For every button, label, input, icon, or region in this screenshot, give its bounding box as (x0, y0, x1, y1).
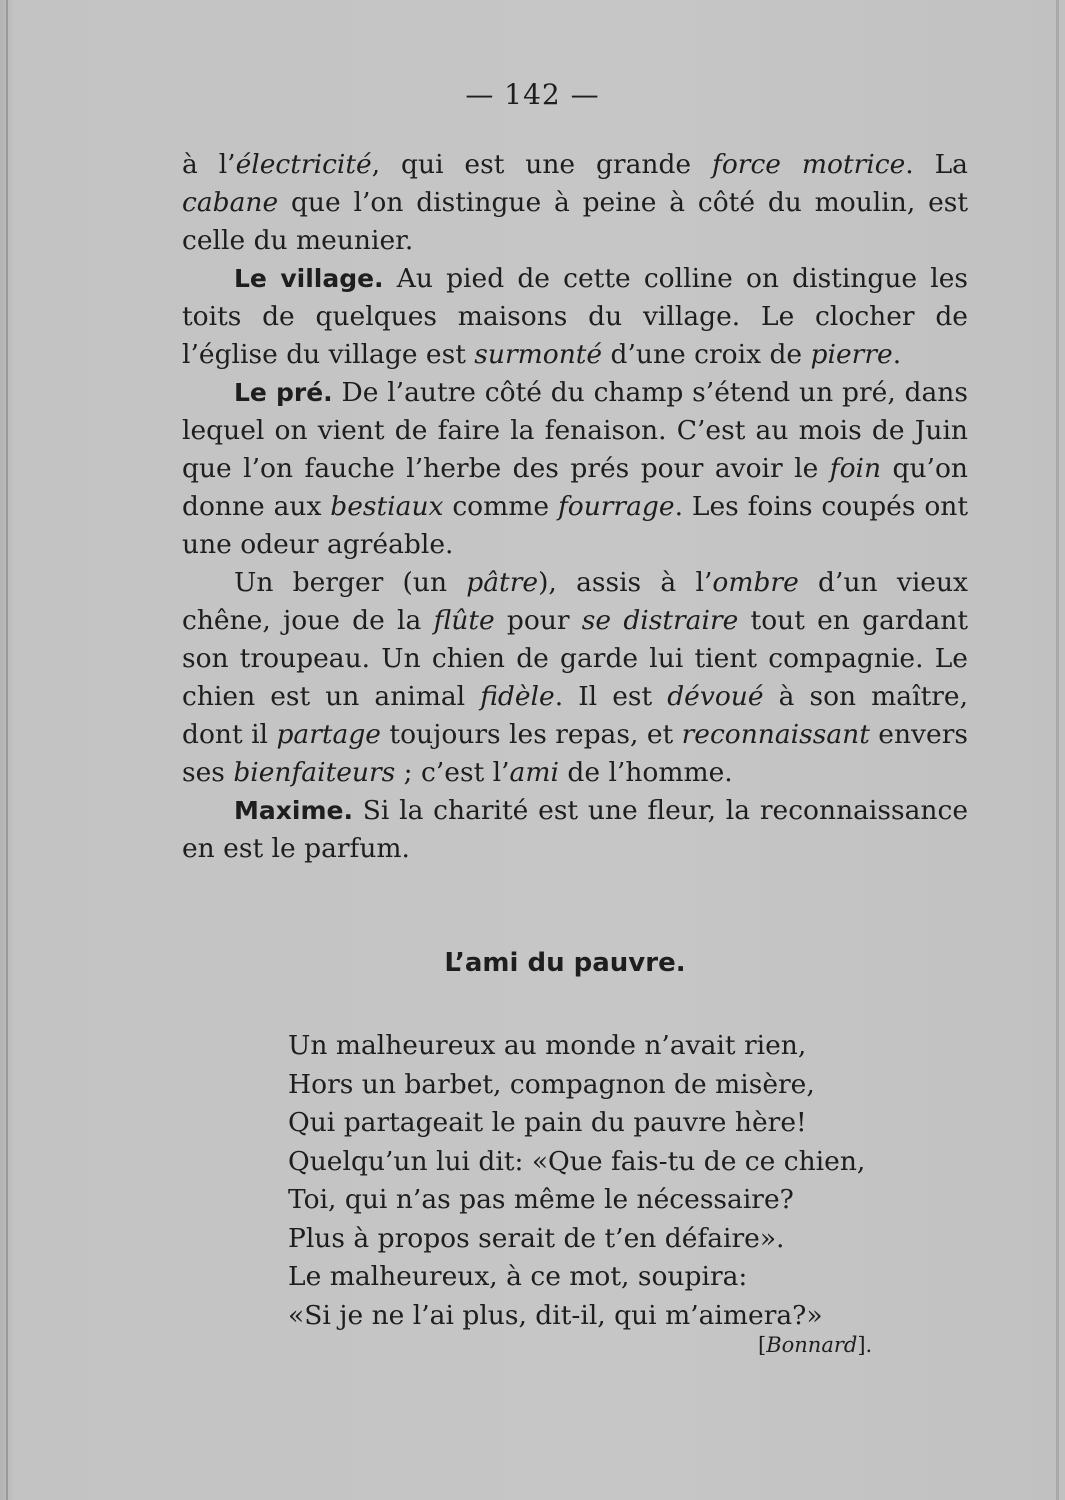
italic-term: fidèle (480, 681, 555, 712)
text-run: pour (494, 605, 582, 636)
poem-stanza (288, 1027, 865, 1335)
section-label-maxime: Maxime. (234, 796, 353, 825)
italic-term: fourrage (557, 491, 675, 522)
text-run: De l’autre côté du champ s’étend un pré, dans lequel on vient de faire la fenaison. C’est au mois de Juin que l’on fauche l’herbe des prés pour avoir le (182, 377, 968, 484)
italic-term: flûte (433, 605, 495, 636)
text-run: . Les foins coupés ont une odeur agréable. (182, 491, 968, 560)
italic-term: pâtre (466, 567, 539, 598)
italic-term: électricité (235, 149, 372, 180)
poem-line: Un malheureux au monde n’avait rien, (288, 1030, 807, 1061)
text-run: qu’on donne aux (182, 453, 969, 522)
page-spine-shadow (6, 0, 8, 1500)
paragraph-electricite (182, 146, 968, 260)
text-run: . La (905, 149, 968, 180)
text-run: d’un vieux chêne, joue de la (182, 567, 968, 636)
text-run: ), assis à l’ (538, 567, 713, 598)
text-run: d’une croix de (602, 339, 811, 370)
text-run: , qui est une grande (371, 149, 713, 180)
text-run: comme (443, 491, 558, 522)
text-run: . Il est (554, 681, 668, 712)
text-run: que l’on distingue à peine à côté du moulin, est celle du meunier. (182, 187, 968, 256)
italic-term: cabane (182, 187, 279, 218)
paragraph-berger (182, 564, 968, 792)
poem-attribution (758, 1333, 872, 1357)
poem-line: Toi, qui n’as pas même le nécessaire? (288, 1184, 794, 1215)
text-run: ; c’est l’ (395, 757, 510, 788)
italic-term: bienfaiteurs (233, 757, 396, 788)
prose-body (182, 146, 968, 868)
text-run: de l’homme. (558, 757, 733, 788)
italic-term: reconnaissant (681, 719, 870, 750)
poem-line: Hors un barbet, compagnon de misère, (288, 1068, 815, 1100)
italic-term: foin (829, 453, 882, 484)
text-run: à son maître, dont il (182, 681, 968, 750)
paragraph-maxime (182, 792, 968, 868)
poem-line: Le malheureux, à ce mot, soupira: (288, 1261, 748, 1292)
poem-line: Qui partageait le pain du pauvre hère! (288, 1107, 807, 1138)
italic-term: surmonté (474, 339, 603, 370)
italic-term: force motrice (712, 149, 906, 180)
section-label-village: Le village. (234, 264, 384, 293)
text-run: toujours les repas, et (381, 719, 682, 750)
bracket-open: [ (758, 1333, 767, 1357)
paragraph-village (182, 260, 968, 374)
poem-title: L’ami du pauvre. (444, 948, 686, 978)
bracket-close: ]. (857, 1333, 873, 1357)
text-run: envers ses (182, 719, 968, 788)
text-run: . (892, 339, 902, 370)
page-number: — 142 — (465, 78, 600, 111)
paragraph-pre (182, 374, 968, 564)
italic-term: dévoué (667, 681, 764, 712)
text-run: Un berger (un (234, 567, 467, 598)
italic-term: pierre (810, 339, 893, 370)
text-run: tout en gardant son troupeau. Un chien de garde lui tient compagnie. Le chien est un animal (182, 605, 969, 712)
italic-term: ami (509, 757, 559, 788)
text-run: Au pied de cette colline on distingue les toits de quelques maisons du village. Le clocher de l’église du village est (182, 263, 969, 370)
italic-term: se distraire (581, 605, 739, 636)
text-run: Si la charité est une fleur, la reconnaissance en est le parfum. (182, 795, 968, 864)
author-name: Bonnard (766, 1333, 858, 1357)
section-label-pre: Le pré. (234, 378, 333, 407)
poem-line: Plus à propos serait de t’en défaire». (288, 1222, 785, 1254)
italic-term: ombre (712, 567, 799, 598)
page-edge (1056, 0, 1059, 1500)
italic-term: partage (276, 719, 381, 750)
italic-term: bestiaux (330, 491, 444, 522)
poem-line: Quelqu’un lui dit: «Que fais-tu de ce chien, (288, 1145, 866, 1177)
text-run: à l’ (182, 149, 236, 180)
poem-line: «Si je ne l’ai plus, dit-il, qui m’aimera?» (288, 1299, 823, 1331)
